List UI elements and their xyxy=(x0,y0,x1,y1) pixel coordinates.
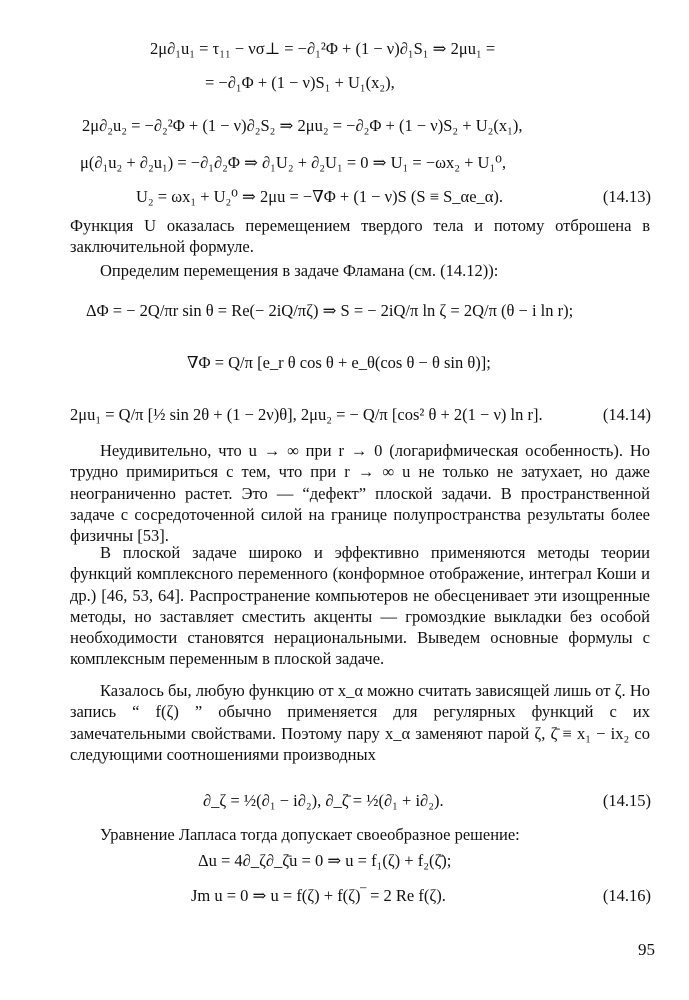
equation-number: (14.14) xyxy=(602,405,651,424)
equation-line: Jm u = 0 ⇒ u = f(ζ) + f(ζ)‾ = 2 Re f(ζ). xyxy=(191,886,446,905)
paragraph: Неудивительно, что u → ∞ при r → 0 (логарифмическая особенность). Но трудно примириться с тем, что при r → ∞ u не только не затухает, но даже неограниченно растет. Это — “дефект” плоской задачи. В пространственной задаче с сосредоточенной силой на границе полупространства результаты более физичны [53]. xyxy=(70,441,650,546)
equation-number: (14.15) xyxy=(602,791,651,810)
paragraph: В плоской задаче широко и эффективно применяются методы теории функций комплексного переменного (конформное отображение, интеграл Коши и др.) [46, 53, 64]. Распространение компьютеров не обесценивает эти изощренные методы, но заставляет сместить акценты — громоздкие выкладки без особой необходимости становятся нерациональными. Выведем основные формулы с комплексным переменным в плоской задаче. xyxy=(70,543,650,669)
equation-line: = −∂₁Φ + (1 − ν)S₁ + U₁(x₂), xyxy=(205,73,395,92)
paragraph: Уравнение Лапласа тогда допускает своеобразное решение: xyxy=(100,825,520,844)
equation-line: 2μ∂₁u₁ = τ₁₁ − νσ⊥ = −∂₁²Φ + (1 − ν)∂₁S₁ ⇒ 2μu₁ = xyxy=(150,39,496,58)
equation-line: 2μ∂₂u₂ = −∂₂²Φ + (1 − ν)∂₂S₂ ⇒ 2μu₂ = −∂₂Φ + (1 − ν)S₂ + U₂(x₁), xyxy=(82,116,523,135)
equation-number: (14.13) xyxy=(602,187,651,206)
equation-line: U₂ = ωx₁ + U₂⁰ ⇒ 2μu = −∇Φ + (1 − ν)S (S ≡ S_αe_α). xyxy=(136,187,504,206)
page-number: 95 xyxy=(638,940,655,959)
paragraph: Определим перемещения в задаче Фламана (см. (14.12)): xyxy=(100,261,499,280)
equation-line: 2μu₁ = Q/π [½ sin 2θ + (1 − 2ν)θ], 2μu₂ = − Q/π [cos² θ + 2(1 − ν) ln r]. xyxy=(70,405,543,424)
paragraph: Функция U оказалась перемещением твердого тела и потому отброшена в заключительной формуле. xyxy=(70,216,650,257)
equation-line: ΔΦ = − 2Q/πr sin θ = Re(− 2iQ/πζ) ⇒ S = − 2iQ/π ln ζ = 2Q/π (θ − i ln r); xyxy=(86,301,574,320)
paragraph: Казалось бы, любую функцию от x_α можно считать зависящей лишь от ζ. Но запись “ f(ζ) ” обычно применяется для регулярных функций с их замечательными свойствами. Поэтому пару x_α заменяют парой ζ, ζ̄ ≡ x₁ − ix₂ со следующими соотношениями производных xyxy=(70,681,650,764)
equation-line: ∇Φ = Q/π [e_r θ cos θ + e_θ(cos θ − θ sin θ)]; xyxy=(187,353,491,372)
equation-number: (14.16) xyxy=(602,886,651,905)
equation-line: μ(∂₁u₂ + ∂₂u₁) = −∂₁∂₂Φ ⇒ ∂₁U₂ + ∂₂U₁ = 0 ⇒ U₁ = −ωx₂ + U₁⁰, xyxy=(80,153,506,172)
equation-line: ∂_ζ = ½(∂₁ − i∂₂), ∂_ζ̄ = ½(∂₁ + i∂₂). xyxy=(203,791,444,810)
equation-line: Δu = 4∂_ζ∂_ζ̄u = 0 ⇒ u = f₁(ζ) + f₂(ζ̄); xyxy=(198,851,452,870)
